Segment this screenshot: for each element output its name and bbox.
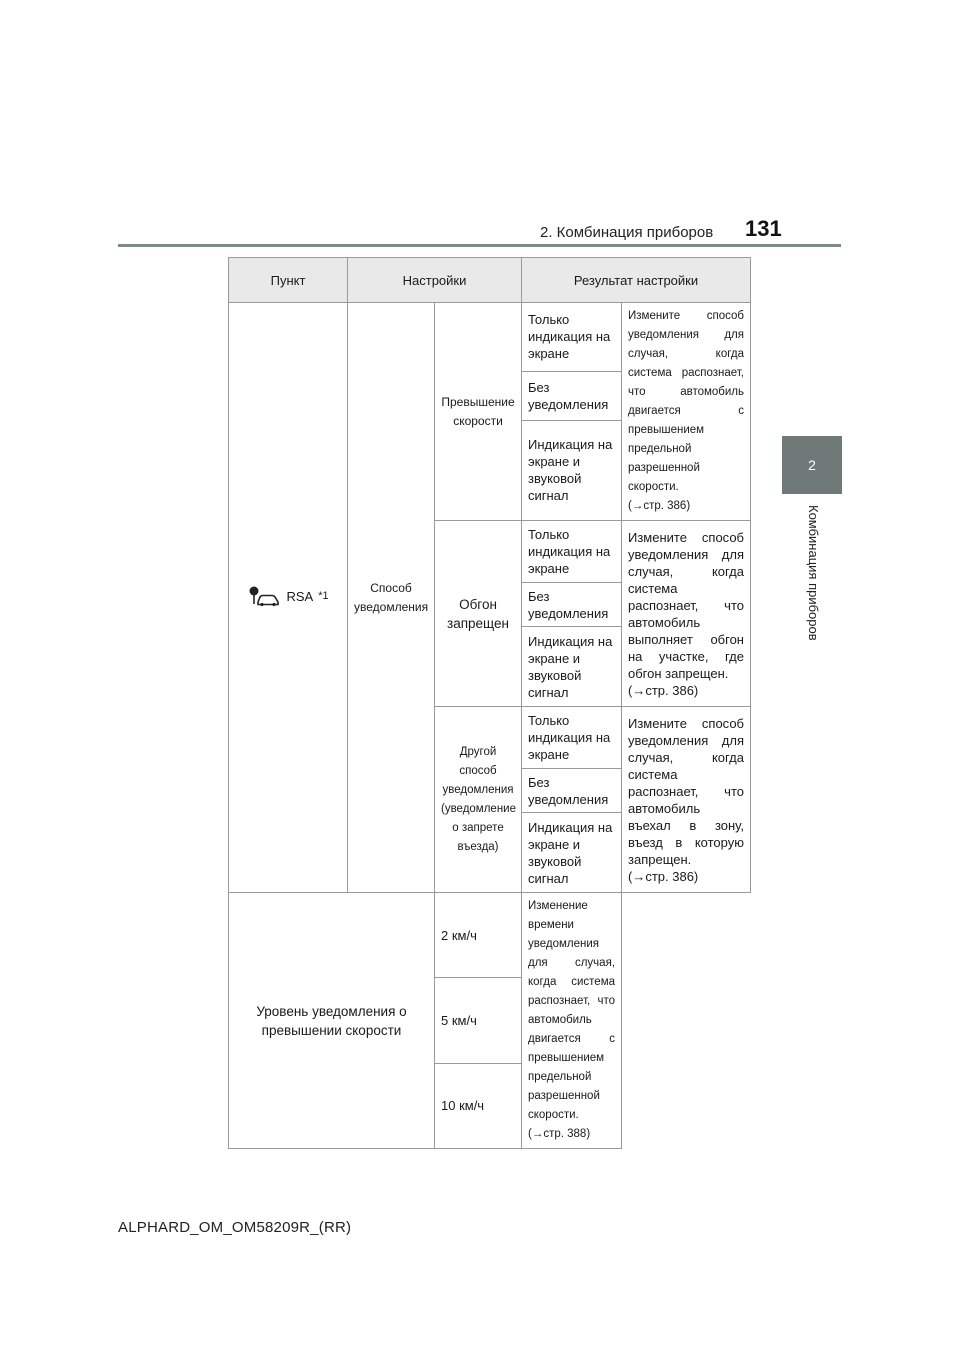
page-reference: (→стр. 386) (628, 682, 699, 698)
rsa-text: RSA (286, 588, 314, 604)
page-reference: (→стр. 386) (628, 868, 699, 884)
group-name: Обгон запрещен (435, 521, 522, 707)
group-name: Превышение скорости (435, 303, 522, 521)
option-cell: Индикация на экране и звуковой сигнал (522, 420, 622, 520)
item-cell (229, 303, 348, 893)
option-cell: Без уведомления (522, 583, 622, 627)
rsa-footnote-mark: *1 (318, 590, 329, 602)
chapter-tab (782, 436, 842, 494)
road-sign-car-icon (248, 585, 282, 607)
header-rule (118, 244, 841, 247)
speed-level-name: Уровень уведомления о превышении скорости (229, 893, 435, 1149)
header-item: Пункт (229, 258, 348, 303)
header-settings: Настройки (348, 258, 522, 303)
result-text: Измените способ уведомления для случая, когда система распознает, что автомобиль выполняет обгон на участке, где обгон запрещен. (628, 529, 744, 681)
page-number: 131 (745, 216, 782, 241)
option-cell: 2 км/ч (435, 893, 522, 978)
option-cell: Только индикация на экране (522, 303, 622, 372)
option-cell: Только индикация на экране (522, 521, 622, 583)
result-text: Измените способ уведомления для случая, когда система распознает, что автомобиль двигается с превышением предельной разрешенной скорости. (628, 310, 744, 493)
option-cell: Только индикация на экране (522, 707, 622, 769)
group-name: Другой способ уведомления (уведомление о запрете въезда) (435, 707, 522, 893)
page-reference: (→стр. 388) (528, 1128, 591, 1140)
method-cell: Способ уведомления (348, 303, 435, 893)
table-header-row (229, 258, 751, 303)
chapter-title: 2. Комбинация приборов (540, 224, 714, 241)
result-text: Изменение времени уведомления для случая, когда система распознает, что автомобиль двигается с превышением предельной разрешенной скорости. (528, 900, 615, 1121)
option-cell: Без уведомления (522, 371, 622, 420)
rsa-label (248, 585, 329, 607)
result-cell (622, 707, 751, 893)
page-reference: (→стр. 386) (628, 500, 691, 512)
option-cell: Индикация на экране и звуковой сигнал (522, 813, 622, 893)
result-cell (522, 893, 622, 1149)
page-header (0, 0, 960, 260)
option-cell: 5 км/ч (435, 978, 522, 1063)
table-row (229, 303, 751, 372)
header-result: Результат настройки (522, 258, 751, 303)
option-cell: 10 км/ч (435, 1063, 522, 1148)
table-row (229, 893, 751, 978)
result-cell (622, 521, 751, 707)
result-text: Измените способ уведомления для случая, когда система распознает, что автомобиль въехал в зону, въезд в которую запрещен. (628, 715, 744, 867)
option-cell: Без уведомления (522, 769, 622, 813)
document-code: ALPHARD_OM_OM58209R_(RR) (118, 1219, 352, 1236)
settings-table (228, 257, 751, 1149)
option-cell: Индикация на экране и звуковой сигнал (522, 627, 622, 707)
chapter-tab-number: 2 (808, 457, 816, 473)
result-cell (622, 303, 751, 521)
chapter-tab-label: Комбинация приборов (806, 505, 821, 641)
